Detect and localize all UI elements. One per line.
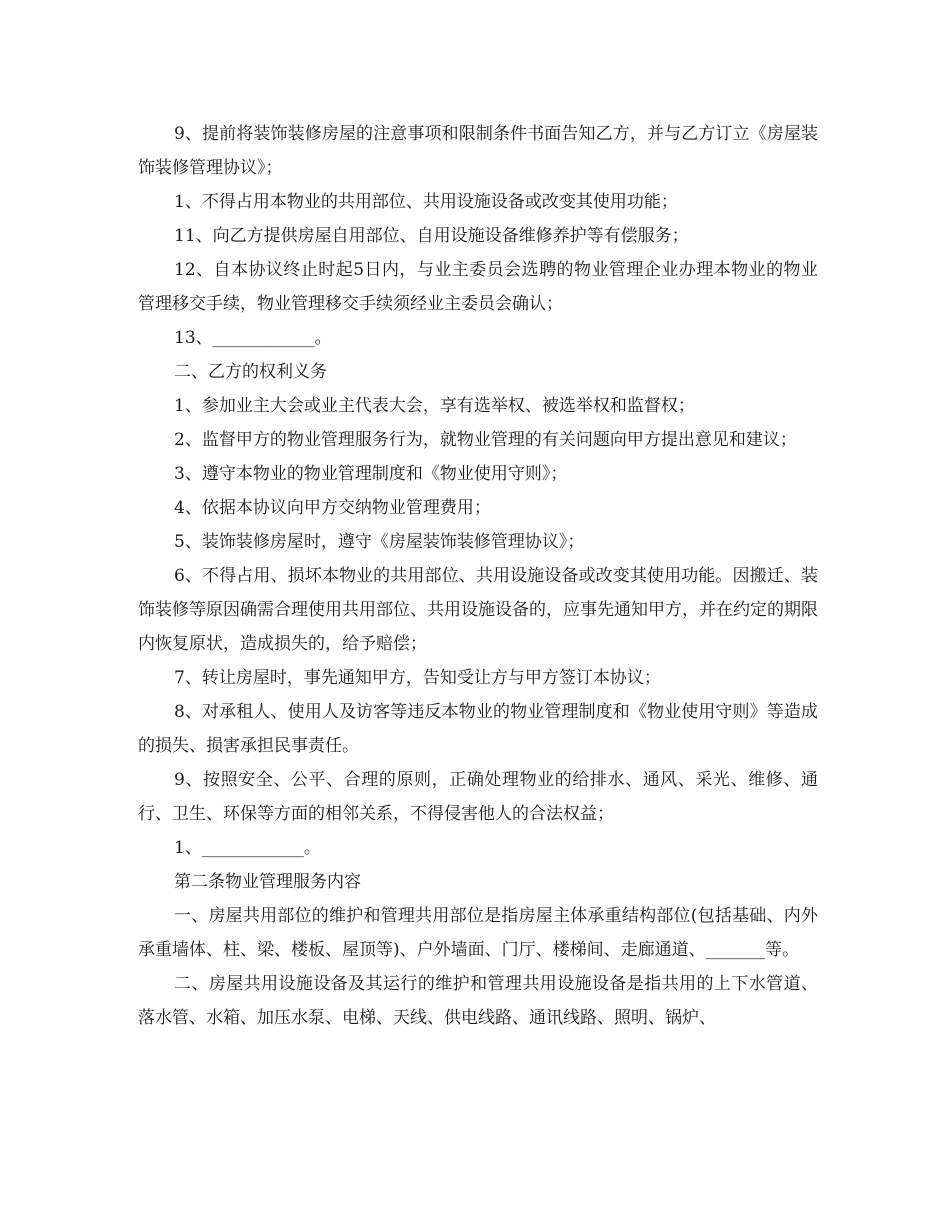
paragraph: 11、向乙方提供房屋自用部位、自用设施设备维修养护等有偿服务； (174, 226, 689, 246)
paragraph: 二、房屋共用设施设备及其运行的维护和管理共用设施设备是指共用的上下水管道、落水管、水箱、加压水泵、电梯、天线、供电线路、通讯线路、照明、锅炉、 (138, 974, 818, 1028)
paragraph: 12、自本协议终止时起5日内，与业主委员会选聘的物业管理企业办理本物业的物业管理移交手续，物业管理移交手续须经业主委员会确认； (138, 260, 818, 314)
section-heading: 二、乙方的权利义务 (174, 362, 327, 382)
paragraph: 1、____________。 (174, 838, 321, 858)
paragraph: 6、不得占用、损坏本物业的共用部位、共用设施设备或改变其使用功能。因搬迁、装饰装修等原因确需合理使用共用部位、共用设施设备的，应事先通知甲方，并在约定的期限内恢复原状，造成损失的，给予赔偿； (138, 566, 818, 654)
paragraph: 9、提前将装饰装修房屋的注意事项和限制条件书面告知乙方，并与乙方订立《房屋装饰装修管理协议》； (138, 124, 818, 178)
paragraph: 1、不得占用本物业的共用部位、共用设施设备或改变其使用功能； (174, 192, 678, 212)
paragraph: 7、转让房屋时，事先通知甲方，告知受让方与甲方签订本协议； (174, 668, 661, 688)
paragraph: 4、依据本协议向甲方交纳物业管理费用； (174, 498, 491, 518)
paragraph: 5、装饰装修房屋时，遵守《房屋装饰装修管理协议》； (174, 532, 585, 552)
paragraph: 9、按照安全、公平、合理的原则，正确处理物业的给排水、通风、采光、维修、通行、卫生、环保等方面的相邻关系，不得侵害他人的合法权益； (138, 770, 818, 824)
paragraph: 13、____________。 (174, 328, 332, 348)
paragraph: 3、遵守本物业的物业管理制度和《物业使用守则》； (174, 464, 568, 484)
paragraph: 2、监督甲方的物业管理服务行为，就物业管理的有关问题向甲方提出意见和建议； (174, 430, 797, 450)
paragraph: 1、参加业主大会或业主代表大会，享有选举权、被选举权和监督权； (174, 396, 695, 416)
section-heading: 第二条物业管理服务内容 (174, 872, 361, 892)
paragraph: 一、房屋共用部位的维护和管理共用部位是指房屋主体承重结构部位(包括基础、内外承重墙体、柱、梁、楼板、屋顶等)、户外墙面、门厅、楼梯间、走廊通道、_______等。 (138, 906, 818, 960)
document-body (138, 117, 818, 1035)
paragraph: 8、对承租人、使用人及访客等违反本物业的物业管理制度和《物业使用守则》等造成的损失、损害承担民事责任。 (138, 702, 818, 756)
